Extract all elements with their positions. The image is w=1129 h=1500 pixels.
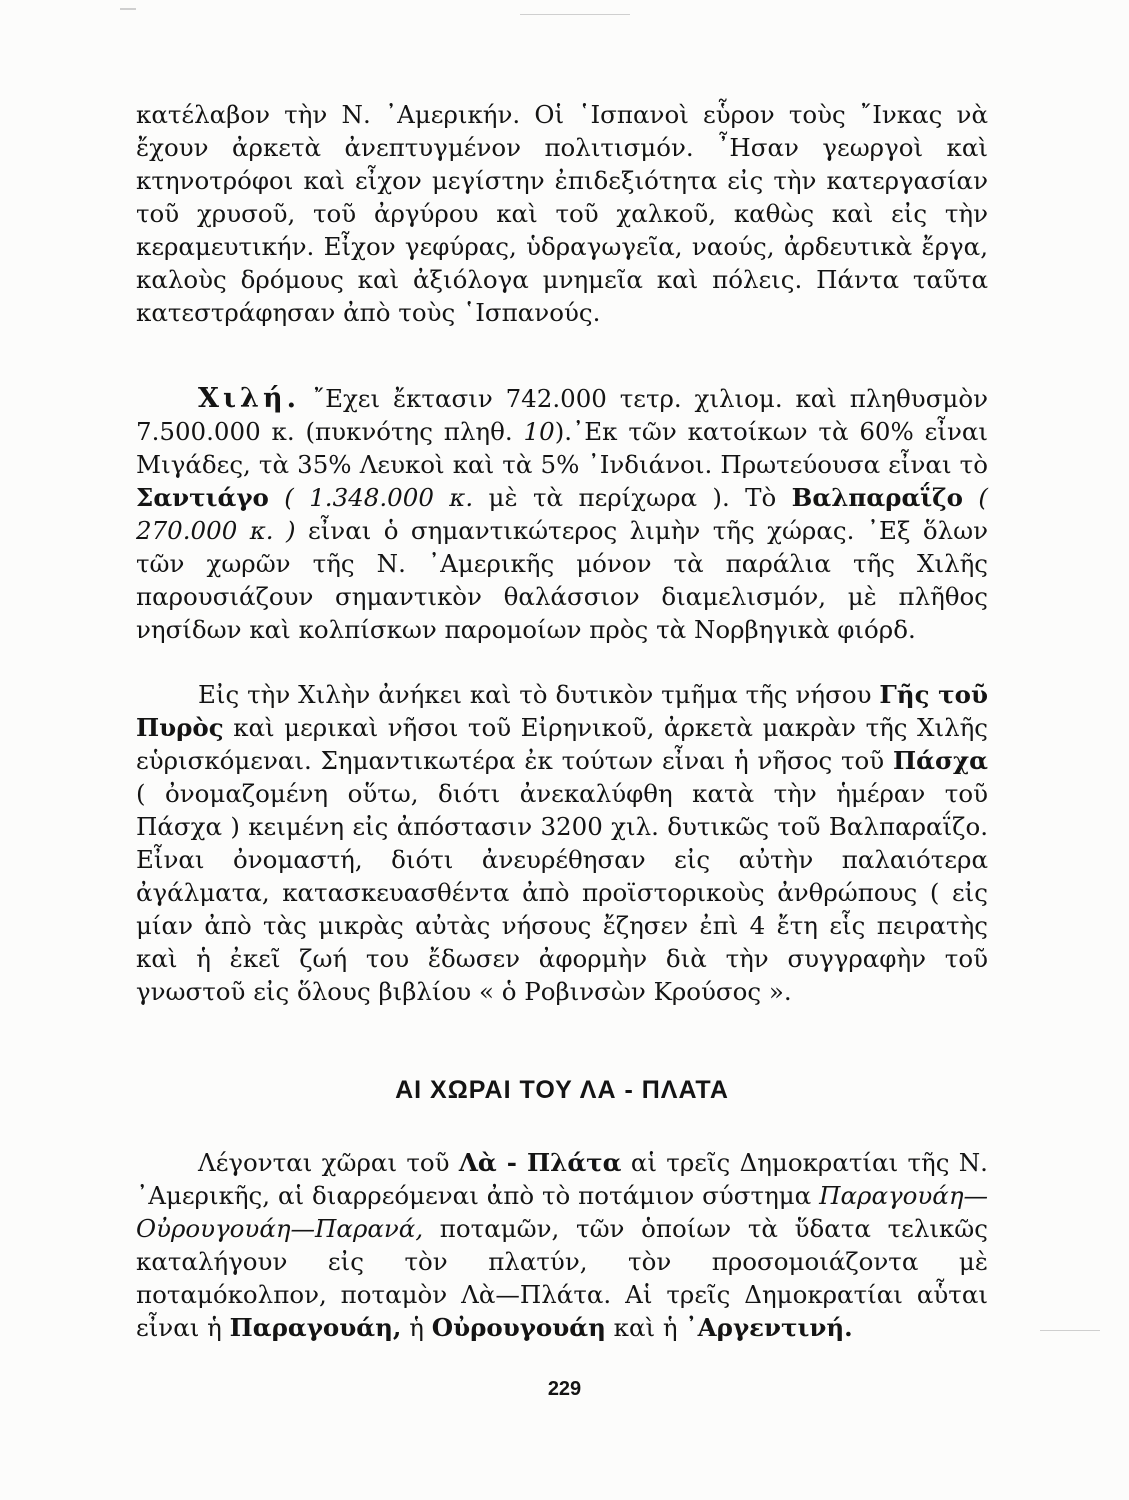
paragraph-islands (136, 678, 988, 1008)
section-heading: ΑΙ ΧΩΡΑΙ ΤΟΥ ΛΑ - ΠΛΑΤΑ (395, 1076, 729, 1104)
chile-port: Βαλπαραΐζο (791, 483, 964, 512)
river-system: Παραγουάη—Οὐρουγουάη—Παρανά, (136, 1181, 988, 1243)
chile-text-3: μὲ τὰ περίχωρα ). Τὸ (473, 483, 792, 512)
islands-text-2: καὶ μερικαὶ νῆσοι τοῦ Εἰρηνικοῦ, ἀρκετὰ μακρὰν τῆς Χιλῆς εὑρισκόμεναι. Σημαντικωτέρα ἐκ τούτων εἶναι ἡ νῆσος τοῦ (136, 713, 988, 775)
section-chile (136, 382, 988, 646)
chile-text-1: ῎Εχει ἔκτασιν 742.000 τετρ. χιλιομ. καὶ πληθυσμὸν 7.500.000 κ. (πυκνότης πληθ. (136, 384, 988, 446)
scan-mark (1040, 1330, 1100, 1331)
lead-chile: Χιλή. (198, 383, 300, 414)
easter-island: Πάσχα (892, 746, 988, 775)
country-uruguay: Οὐρουγουάη (431, 1313, 606, 1342)
paragraph-inca: κατέλαβον τὴν Ν. ᾽Αμερικήν. Οἱ ῾Ισπανοὶ εὗρον τοὺς ῎Ινκας νὰ ἔχουν ἀρκετὰ ἀνεπτυγμένον πολιτισμόν. ῏Ησαν γεωργοὶ καὶ κτηνοτρόφοι καὶ εἶχον μεγίστην ἐπιδεξιότητα εἰς τὴν κατεργασίαν τοῦ χρυσοῦ, τοῦ ἀργύρου καὶ τοῦ χαλκοῦ, καθὼς καὶ εἰς τὴν κεραμευτικήν. Εἶχον γεφύρας, ὑδραγωγεῖα, ναούς, ἀρδευτικὰ ἔργα, καλοὺς δρόμους καὶ ἀξιόλογα μνημεῖα καὶ πόλεις. Πάντα ταῦτα κατεστράφησαν ἀπὸ τοὺς ῾Ισπανούς. (136, 100, 988, 327)
laplata-text-5: καὶ ἡ (605, 1313, 686, 1342)
paragraph-chile (136, 382, 988, 646)
chile-capital-population: ( 1.348.000 κ. (284, 483, 474, 512)
section-islands (136, 678, 988, 1008)
scan-mark (120, 8, 136, 10)
laplata-text-4: ἡ (401, 1313, 432, 1342)
laplata-text-3: ποταμῶν, τῶν ὁποίων τὰ ὕδατα τελικῶς καταλήγουν εἰς τὸν πλατύν, τὸν προσομοιάζοντα μὲ ποταμόκολπον, ποταμὸν Λὰ—Πλάτα. Αἱ τρεῖς Δημοκρατίαι αὗται εἶναι ἡ (136, 1214, 988, 1342)
laplata-text-2: αἱ τρεῖς Δημοκρατίαι τῆς Ν. ᾽Αμερικῆς, αἱ διαρρεόμεναι ἀπὸ τὸ ποτάμιον σύστημα (136, 1148, 988, 1210)
islands-text-3: ( ὀνομαζομένη οὕτω, διότι ἀνεκαλύφθη κατὰ τὴν ἡμέραν τοῦ Πάσχα ) κειμένη εἰς ἀπόστασιν 3200 χιλ. δυτικῶς τοῦ Βαλπαραΐζο. Εἶναι ὀνομαστή, διότι ἀνευρέθησαν εἰς αὐτὴν παλαιότερα ἀγάλματα, κατασκευασθέντα ἀπὸ προϊστορικοὺς ἀνθρώπους ( εἰς μίαν ἀπὸ τὰς μικρὰς αὐτὰς νήσους ἔζησεν ἐπὶ 4 ἔτη εἷς πειρατὴς καὶ ἡ ἐκεῖ ζωή του ἔδωσεν ἀφορμὴν διὰ τὴν συγγραφὴν τοῦ γνωστοῦ εἰς ὅλους βιβλίου « ὁ Ροβινσὼν Κρούσος ». (136, 779, 988, 1006)
la-plata-name: Λὰ - Πλάτα (458, 1148, 622, 1177)
tierra-del-fuego: Γῆς τοῦ Πυρὸς (136, 680, 988, 742)
scan-mark (520, 14, 630, 15)
paragraph-la-plata (136, 1146, 988, 1344)
chile-text-2: ).᾽Εκ τῶν κατοίκων τὰ 60% εἶναι Μιγάδες, τὰ 35% Λευκοὶ καὶ τὰ 5% ᾽Ινδιάνοι. Πρωτεύουσα εἶναι τὸ (136, 417, 988, 479)
section-la-plata (136, 1146, 988, 1344)
country-paraguay: Παραγουάη, (229, 1313, 402, 1342)
chile-capital: Σαντιάγο (136, 483, 269, 512)
islands-text-1: Εἰς τὴν Χιλὴν ἀνήκει καὶ τὸ δυτικὸν τμῆμα τῆς νήσου (198, 680, 880, 709)
chile-density: 10 (523, 417, 555, 446)
page-number: 229 (547, 1378, 582, 1400)
chile-port-population: ( 270.000 κ. ) (136, 483, 988, 545)
laplata-text-1: Λέγονται χῶραι τοῦ (198, 1148, 459, 1177)
chile-text-4: εἶναι ὁ σημαντικώτερος λιμὴν τῆς χώρας. ᾽Εξ ὅλων τῶν χωρῶν τῆς Ν. ᾽Αμερικῆς μόνον τὰ παράλια τῆς Χιλῆς παρουσιάζουν σημαντικὸν θαλάσσιον διαμελισμόν, μὲ πλῆθος νησίδων καὶ κολπίσκων παρομοίων πρὸς τὰ Νορβηγικὰ φιόρδ. (136, 516, 989, 644)
chapter-text (136, 98, 988, 329)
country-argentina: ᾽Αργεντινή. (685, 1313, 853, 1342)
